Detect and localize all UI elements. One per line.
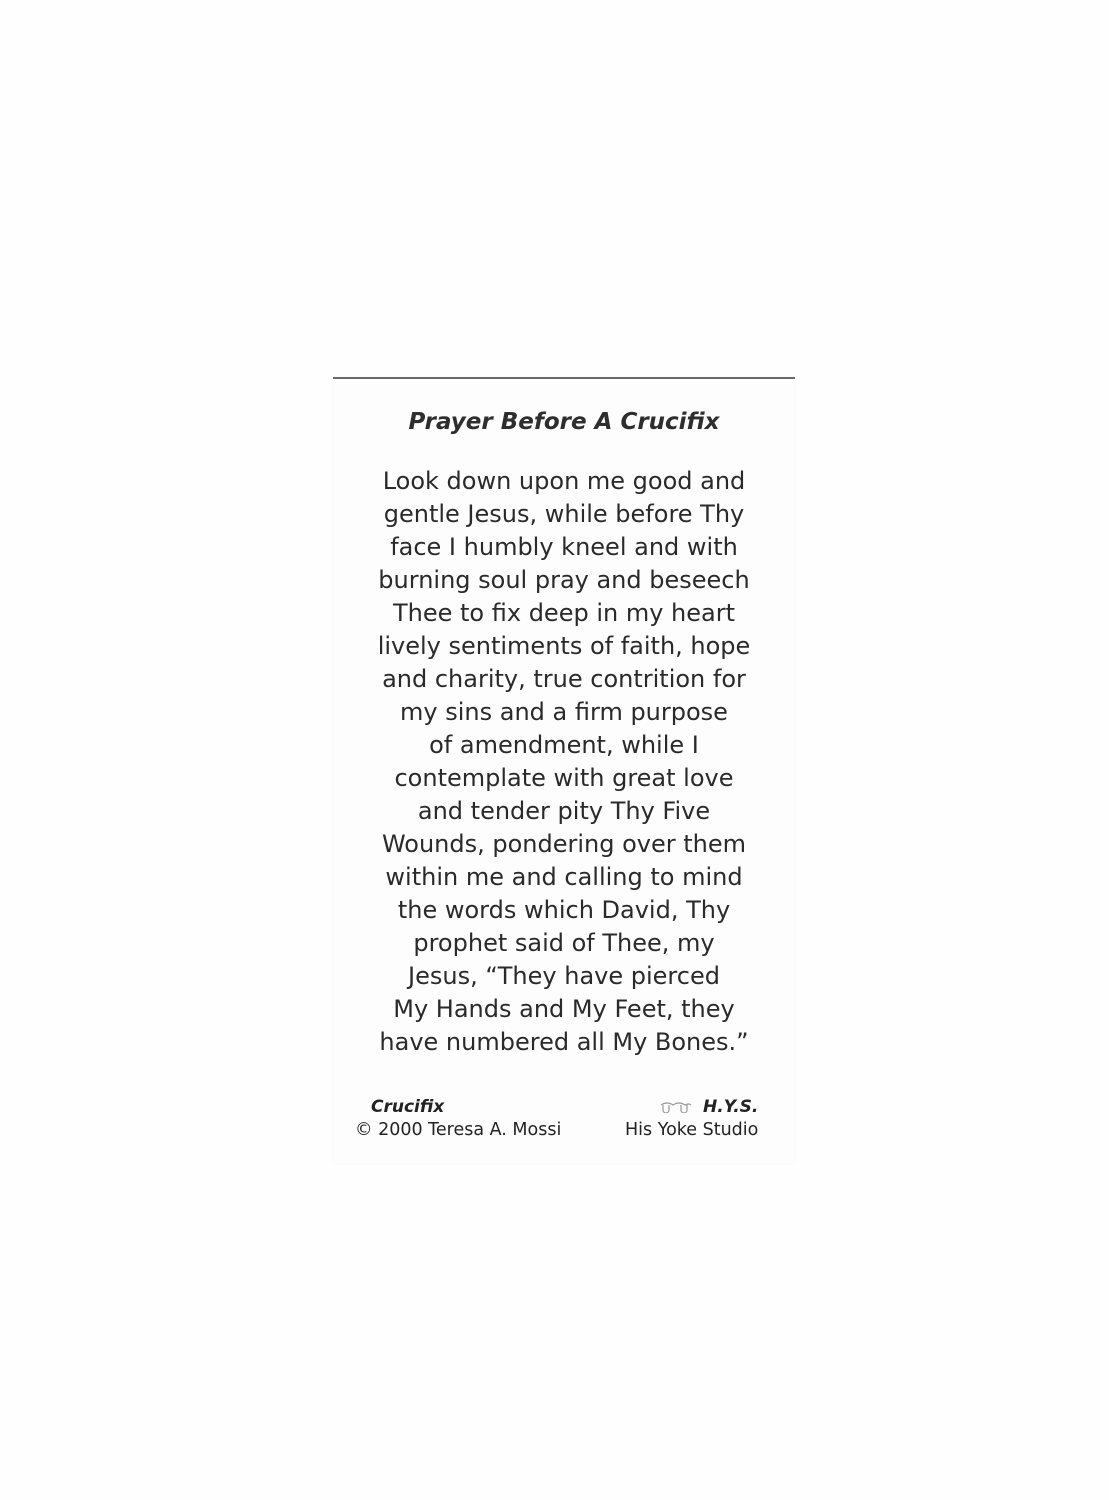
prayer-body	[333, 465, 795, 1059]
prayer-line: Look down upon me good and	[382, 467, 746, 495]
publisher-name: His Yoke Studio	[625, 1120, 759, 1140]
prayer-line: have numbered all My Bones.”	[379, 1028, 749, 1056]
prayer-line: and tender pity Thy Five	[417, 797, 711, 825]
yoke-logo-icon	[659, 1101, 693, 1113]
prayer-line: my sins and a firm purpose	[400, 698, 728, 726]
prayer-line: and charity, true contrition for	[382, 665, 746, 693]
artwork-title: Crucifix	[371, 1097, 445, 1117]
prayer-line: Thee to fix deep in my heart	[392, 599, 735, 627]
prayer-line: My Hands and My Feet, they	[393, 995, 735, 1023]
prayer-line: gentle Jesus, while before Thy	[383, 500, 745, 528]
prayer-line: Jesus, “They have pierced	[408, 962, 720, 990]
prayer-line: burning soul pray and beseech	[378, 566, 750, 594]
prayer-line: contemplate with great love	[394, 764, 734, 792]
artist-copyright: © 2000 Teresa A. Mossi	[355, 1120, 562, 1140]
artwork-credit	[355, 1096, 561, 1142]
prayer-line: face I humbly kneel and with	[390, 533, 738, 561]
prayer-line: Wounds, pondering over them	[381, 830, 747, 858]
publisher-credit	[625, 1096, 758, 1142]
prayer-line: of amendment, while I	[429, 731, 699, 759]
prayer-line: lively sentiments of faith, hope	[377, 632, 751, 660]
prayer-line: within me and calling to mind	[385, 863, 743, 891]
publisher-abbrev: H.Y.S.	[703, 1097, 759, 1117]
prayer-line: prophet said of Thee, my	[413, 929, 715, 957]
prayer-title: Prayer Before A Crucifix	[408, 409, 720, 435]
prayer-card	[333, 377, 795, 1164]
prayer-line: the words which David, Thy	[397, 896, 731, 924]
